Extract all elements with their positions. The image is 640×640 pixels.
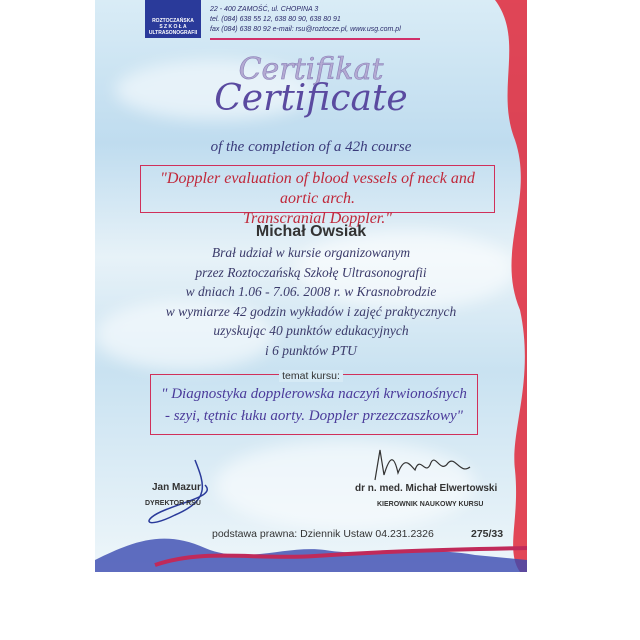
body-line: uzyskując 40 punktów edukacyjnych: [213, 323, 409, 338]
director-name: Jan Mazur: [152, 482, 201, 493]
scientific-head-role: KIEROWNIK NAUKOWY KURSU: [377, 501, 484, 508]
certificate: [95, 0, 527, 572]
certificate-title: Certificate: [214, 78, 408, 119]
topic-label-text: temat kursu:: [279, 370, 343, 382]
body-line: w wymiarze 42 godzin wykładów i zajęć praktycznych: [165, 303, 457, 319]
legal-basis: podstawa prawna: Dziennik Ustaw 04.231.2326: [212, 528, 434, 540]
scientific-head-name: dr n. med. Michał Elwertowski: [355, 483, 498, 494]
topic-line: - szyi, tętnic łuku aorty. Doppler przezczaszkowy": [165, 408, 463, 424]
director-role: DYREKTOR RSU: [145, 500, 201, 507]
body-line: w dniach 1.06 - 7.06. 2008 r. w Krasnobrodzie: [185, 284, 437, 299]
body-line: i 6 punktów PTU: [265, 342, 357, 358]
body-line: Brał udział w kursie organizowanym: [211, 245, 411, 260]
completion-text: of the completion of a 42h course: [210, 139, 412, 155]
phone: tel. (084) 638 55 12, 638 80 90, 638 80 91: [210, 16, 341, 23]
logo-text: ROZTOCZAŃSKA: [152, 18, 194, 24]
course-title-line: "Doppler evaluation of blood vessels of neck and aortic arch.: [160, 170, 475, 207]
logo-text: ULTRASONOGRAFII: [148, 30, 198, 36]
address: 22 - 400 ZAMOŚĆ, ul. CHOPINA 3: [210, 6, 319, 13]
topic-line: " Diagnostyka dopplerowska naczyń krwionośnych: [161, 386, 467, 402]
title-watermark: Certifikat: [238, 52, 384, 87]
course-title-line: Transcranial Doppler.": [243, 210, 392, 227]
certificate-number: 275/33: [471, 528, 504, 540]
fax-email: fax (084) 638 80 92 e-mail: rsu@roztocze.pl, www.usg.com.pl: [210, 26, 401, 33]
logo-text: S Z K O Ł A: [159, 24, 187, 30]
recipient-name: Michał Owsiak: [255, 223, 367, 240]
body-line: przez Roztoczańską Szkołę Ultrasonografii: [195, 264, 427, 280]
decorative-ribbons: [95, 0, 527, 572]
